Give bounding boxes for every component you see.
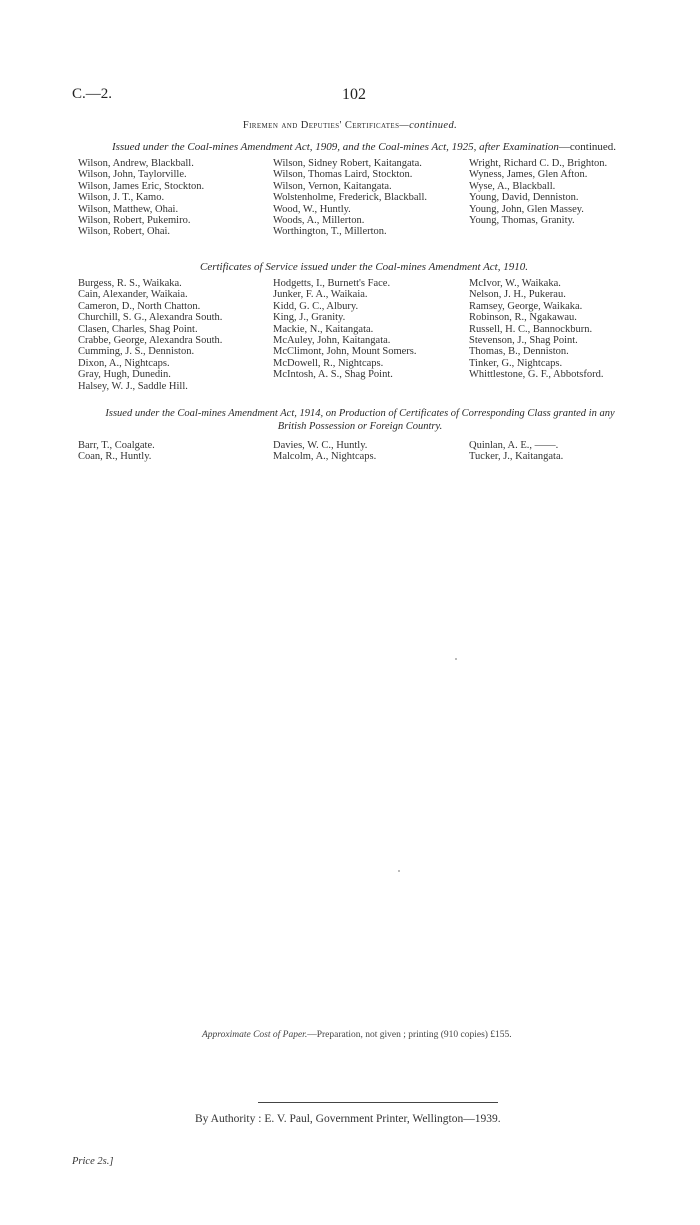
- list-item: Churchill, S. G., Alexandra South.: [78, 312, 223, 324]
- list-item: Dixon, A., Nightcaps.: [78, 357, 170, 369]
- list-item: Wilson, Matthew, Ohai.: [78, 203, 179, 215]
- section-heading-examination-suffix: —continued.: [558, 141, 617, 153]
- cost-label: Approximate Cost of Paper.: [202, 1030, 308, 1040]
- list-item: Thomas, B., Denniston.: [469, 346, 569, 358]
- list-item: Cameron, D., North Chatton.: [78, 300, 201, 312]
- running-title-suffix: —continued.: [399, 120, 458, 131]
- section-heading-examination-text: Issued under the Coal-mines Amendment Act, 1909, and the Coal-mines Act, 1925, after Examination: [111, 141, 559, 153]
- price: Price 2s.]: [72, 1156, 114, 1167]
- list-item: Malcolm, A., Nightcaps.: [273, 451, 377, 463]
- list-item: Halsey, W. J., Saddle Hill.: [78, 380, 188, 392]
- list-item: Junker, F. A., Waikaia.: [273, 289, 368, 301]
- list-item: Wright, Richard C. D., Brighton.: [469, 158, 608, 169]
- list-item: Wilson, James Eric, Stockton.: [78, 180, 205, 192]
- list-item: McIntosh, A. S., Shag Point.: [273, 369, 393, 381]
- list-item: Woods, A., Millerton.: [273, 215, 365, 227]
- list-item: Coan, R., Huntly.: [78, 451, 152, 463]
- list-item: Wolstenholme, Frederick, Blackball.: [273, 192, 427, 204]
- printer-authority: By Authority : E. V. Paul, Government Printer, Wellington—1939.: [195, 1113, 501, 1125]
- examination-list-col-1: [78, 158, 204, 238]
- list-item: McIvor, W., Waikaka.: [469, 278, 561, 289]
- list-item: Mackie, N., Kaitangata.: [273, 323, 374, 335]
- list-item: Quinlan, A. E., ——.: [469, 440, 559, 451]
- section-heading-examination: [74, 141, 654, 153]
- list-item: Nelson, J. H., Pukerau.: [469, 289, 566, 301]
- list-item: Wilson, Thomas Laird, Stockton.: [273, 169, 413, 181]
- list-item: Young, David, Denniston.: [469, 192, 579, 204]
- foreign-list-col-2: [273, 440, 376, 463]
- section-heading-service: Certificates of Service issued under the Coal-mines Amendment Act, 1910.: [199, 261, 528, 273]
- list-item: Stevenson, J., Shag Point.: [469, 335, 578, 347]
- service-list-col-3: [469, 278, 604, 381]
- list-item: Davies, W. C., Huntly.: [273, 440, 368, 451]
- service-list-col-1: [78, 278, 222, 392]
- list-item: McClimont, John, Mount Somers.: [273, 346, 417, 358]
- list-item: McAuley, John, Kaitangata.: [273, 335, 391, 347]
- list-item: Wilson, Sidney Robert, Kaitangata.: [273, 158, 422, 169]
- list-item: McDowell, R., Nightcaps.: [273, 357, 384, 369]
- examination-list-col-3: [469, 158, 607, 226]
- list-item: Wood, W., Huntly.: [273, 203, 351, 215]
- document-reference: C.—2.: [72, 86, 113, 102]
- list-item: Wilson, Robert, Pukemiro.: [78, 215, 191, 227]
- running-title: [0, 120, 700, 131]
- list-item: Russell, H. C., Bannockburn.: [469, 323, 593, 335]
- list-item: Wyness, James, Glen Afton.: [469, 169, 588, 181]
- foreign-list-col-3: [469, 440, 563, 463]
- cost-text: —Preparation, not given ; printing (910 copies) £155.: [307, 1030, 512, 1040]
- list-item: Clasen, Charles, Shag Point.: [78, 323, 198, 335]
- service-list-col-2: [273, 278, 417, 381]
- list-item: Robinson, R., Ngakawau.: [469, 312, 577, 324]
- scan-speck: [455, 658, 457, 660]
- cost-of-paper: [202, 1030, 512, 1040]
- list-item: Gray, Hugh, Dunedin.: [78, 369, 171, 381]
- list-item: Wilson, John, Taylorville.: [78, 169, 187, 181]
- examination-list-col-2: [273, 158, 427, 238]
- list-item: Crabbe, George, Alexandra South.: [78, 335, 223, 347]
- list-item: Worthington, T., Millerton.: [273, 226, 387, 238]
- list-item: Kidd, G. C., Albury.: [273, 300, 359, 312]
- list-item: Wyse, A., Blackball.: [469, 180, 556, 192]
- list-item: Wilson, J. T., Kamo.: [78, 192, 165, 204]
- list-item: Hodgetts, I., Burnett's Face.: [273, 278, 391, 289]
- list-item: King, J., Granity.: [273, 312, 346, 324]
- list-item: Tucker, J., Kaitangata.: [469, 451, 564, 463]
- running-title-prefix: Firemen and Deputies' Certificates: [242, 120, 400, 131]
- section-heading-foreign-line-1: Issued under the Coal-mines Amendment Act, 1914, on Production of Certificates of Corresponding Class granted in any: [105, 408, 615, 419]
- list-item: Wilson, Andrew, Blackball.: [78, 158, 194, 169]
- list-item: Young, Thomas, Granity.: [469, 215, 575, 227]
- section-heading-foreign-line-2: British Possession or Foreign Country.: [277, 421, 443, 432]
- list-item: Young, John, Glen Massey.: [469, 203, 584, 215]
- page-number: 102: [342, 86, 366, 103]
- list-item: Wilson, Vernon, Kaitangata.: [273, 180, 392, 192]
- list-item: Ramsey, George, Waikaka.: [469, 300, 583, 312]
- foreign-list-col-1: [78, 440, 155, 463]
- scan-speck: [398, 870, 400, 872]
- list-item: Cain, Alexander, Waikaia.: [78, 289, 188, 301]
- list-item: Burgess, R. S., Waikaka.: [78, 278, 182, 289]
- list-item: Barr, T., Coalgate.: [78, 440, 155, 451]
- list-item: Wilson, Robert, Ohai.: [78, 226, 171, 238]
- list-item: Whittlestone, G. F., Abbotsford.: [469, 369, 604, 381]
- footer-rule: [258, 1102, 498, 1103]
- list-item: Tinker, G., Nightcaps.: [469, 357, 563, 369]
- list-item: Cumming, J. S., Denniston.: [78, 346, 195, 358]
